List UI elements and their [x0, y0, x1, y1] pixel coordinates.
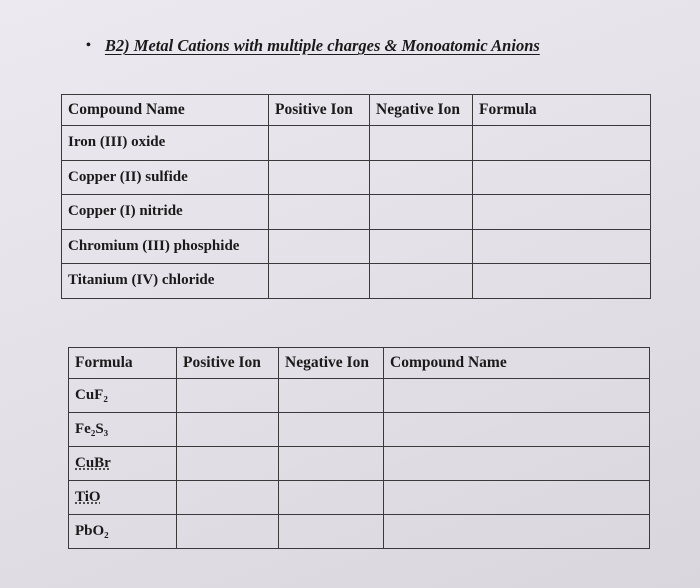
positive-ion-cell[interactable]	[177, 413, 279, 447]
negative-ion-cell[interactable]	[279, 379, 384, 413]
negative-ion-cell[interactable]	[370, 126, 473, 161]
compound-name-cell[interactable]	[384, 447, 650, 481]
negative-ion-cell[interactable]	[370, 160, 473, 195]
table-row	[69, 379, 650, 413]
compound-name-cell: Chromium (III) phosphide	[62, 229, 269, 264]
table-row	[69, 447, 650, 481]
header-formula: Formula	[69, 348, 177, 379]
compound-name-cell[interactable]	[384, 481, 650, 515]
formula-cell: Fe₂S₃	[69, 413, 177, 447]
header-positive-ion: Positive Ion	[177, 348, 279, 379]
table-header-row	[69, 348, 650, 379]
table-row	[62, 264, 651, 299]
negative-ion-cell[interactable]	[279, 447, 384, 481]
formula-table	[68, 347, 650, 549]
positive-ion-cell[interactable]	[269, 229, 370, 264]
table-row	[69, 413, 650, 447]
negative-ion-cell[interactable]	[279, 413, 384, 447]
header-compound-name: Compound Name	[62, 95, 269, 126]
formula-cell: TiO	[69, 481, 177, 515]
positive-ion-cell[interactable]	[269, 195, 370, 230]
header-positive-ion: Positive Ion	[269, 95, 370, 126]
table-row	[62, 126, 651, 161]
formula-cell[interactable]	[473, 126, 651, 161]
negative-ion-cell[interactable]	[370, 264, 473, 299]
positive-ion-cell[interactable]	[269, 160, 370, 195]
compound-name-cell: Iron (III) oxide	[62, 126, 269, 161]
compound-name-cell: Titanium (IV) chloride	[62, 264, 269, 299]
compound-name-cell[interactable]	[384, 413, 650, 447]
header-formula: Formula	[473, 95, 651, 126]
compound-name-table	[61, 94, 651, 299]
positive-ion-cell[interactable]	[177, 447, 279, 481]
positive-ion-cell[interactable]	[269, 264, 370, 299]
positive-ion-cell[interactable]	[177, 379, 279, 413]
table-row	[62, 160, 651, 195]
header-negative-ion: Negative Ion	[279, 348, 384, 379]
table-row	[62, 195, 651, 230]
positive-ion-cell[interactable]	[177, 481, 279, 515]
compound-name-cell: Copper (II) sulfide	[62, 160, 269, 195]
formula-cell[interactable]	[473, 264, 651, 299]
formula-cell[interactable]	[473, 160, 651, 195]
negative-ion-cell[interactable]	[370, 195, 473, 230]
table-row	[62, 229, 651, 264]
header-compound-name: Compound Name	[384, 348, 650, 379]
compound-name-cell[interactable]	[384, 515, 650, 549]
formula-cell: PbO₂	[69, 515, 177, 549]
table-header-row	[62, 95, 651, 126]
positive-ion-cell[interactable]	[269, 126, 370, 161]
negative-ion-cell[interactable]	[279, 481, 384, 515]
formula-cell[interactable]	[473, 229, 651, 264]
section-title: B2) Metal Cations with multiple charges & Monoatomic Anions	[104, 36, 540, 55]
positive-ion-cell[interactable]	[177, 515, 279, 549]
compound-name-cell[interactable]	[384, 379, 650, 413]
formula-cell: CuBr	[69, 447, 177, 481]
section-heading	[86, 36, 540, 56]
table-row	[69, 481, 650, 515]
header-negative-ion: Negative Ion	[370, 95, 473, 126]
bullet: •	[86, 38, 91, 53]
formula-cell: CuF₂	[69, 379, 177, 413]
formula-cell[interactable]	[473, 195, 651, 230]
negative-ion-cell[interactable]	[370, 229, 473, 264]
compound-name-cell: Copper (I) nitride	[62, 195, 269, 230]
negative-ion-cell[interactable]	[279, 515, 384, 549]
table-row	[69, 515, 650, 549]
